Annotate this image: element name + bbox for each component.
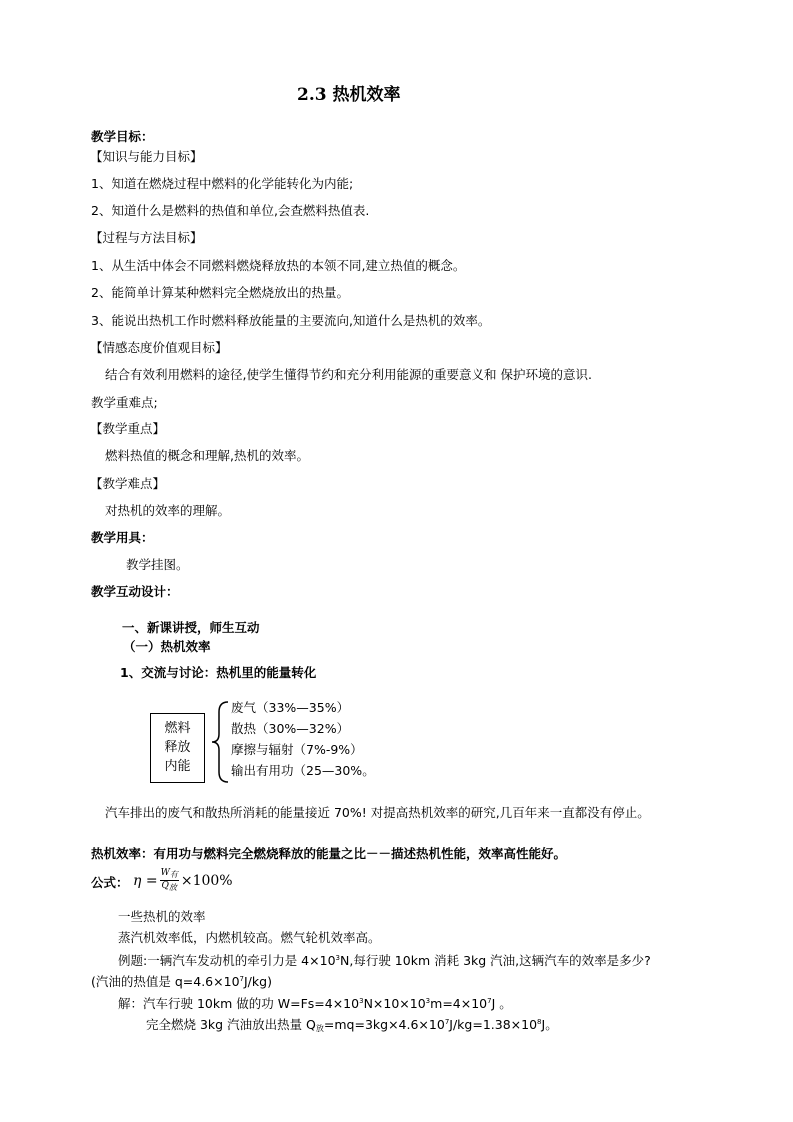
example-question: 例题:一辆汽车发动机的牵引力是 $4\times 10^3N$,每行驶 10km 消耗 3kg 汽油,这辆汽车的效率是多少?: [118, 953, 651, 968]
brace-icon: [209, 700, 231, 784]
subsection-heading: （一）热机效率: [123, 639, 211, 654]
design-heading: 教学互动设计：: [91, 584, 179, 599]
branch-useful-work: 输出有用功（25—30%。: [231, 763, 375, 778]
process-heading: 【过程与方法目标】: [90, 230, 203, 245]
efficiency-comparison: 蒸汽机效率低，内燃机较高。燃气轮机效率高。: [118, 930, 381, 945]
formula-tail: ×100%: [180, 872, 233, 889]
numerator-subscript: 有: [169, 870, 178, 879]
formula-fraction: [160, 868, 179, 893]
process-item-2: 2、能简单计算某种燃料完全燃烧放出的热量。: [91, 285, 349, 300]
heat-value-note: (汽油的热值是 $q=4.6\times 10^7J/kg$): [91, 974, 272, 989]
difficulty-text: 对热机的效率的理解。: [105, 503, 231, 518]
fuel-energy-box: [150, 713, 205, 783]
box-line-1: 燃料: [164, 721, 191, 736]
denominator: Q: [161, 881, 169, 891]
efficiency-formula: [133, 868, 233, 893]
branch-friction: 摩擦与辐射（7%-9%）: [231, 742, 363, 757]
solution-heat: 完全燃烧 3kg 汽油放出热量 $Q_放=mq=3kg\times 4.6\times 10^7J/kg=1.38\times 10^8J$。: [146, 1017, 558, 1033]
tools-text: 教学挂图。: [126, 557, 189, 572]
knowledge-item-2: 2、知道什么是燃料的热值和单位,会查燃料热值表.: [91, 203, 370, 218]
formula-label: 公式：: [91, 875, 129, 890]
box-line-2: 释放: [164, 740, 191, 755]
energy-loss-text: 汽车排出的废气和散热所消耗的能量接近 70%! 对提高热机效率的研究,几百年来一直都没有停止。: [105, 805, 650, 820]
tools-heading: 教学用具：: [91, 530, 154, 545]
difficulties-heading: 教学重难点;: [91, 395, 158, 410]
solution-work: 解：汽车行驶 10km 做的功 $W=Fs=4\times 10^3N\times 10\times 10^3m=4\times 10^7J$ 。: [118, 996, 512, 1011]
formula-eta: η =: [133, 872, 158, 889]
key-point-heading: 【教学重点】: [90, 421, 166, 436]
numerator: W: [160, 868, 170, 878]
branch-heat: 散热（30%—32%）: [231, 721, 350, 736]
emotion-heading: 【情感态度价值观目标】: [90, 340, 228, 355]
page-title: 2.3 热机效率: [297, 85, 401, 105]
discussion-heading: 1、交流与讨论：热机里的能量转化: [120, 665, 317, 680]
box-line-3: 内能: [164, 759, 191, 774]
emotion-text: 结合有效利用燃料的途径,使学生懂得节约和充分利用能源的重要意义和 保护环境的意识.: [105, 367, 592, 382]
section-heading: 一、新课讲授，师生互动: [122, 620, 260, 635]
knowledge-heading: 【知识与能力目标】: [90, 149, 203, 164]
branch-exhaust: 废气（33%—35%）: [231, 700, 350, 715]
denominator-subscript: 放: [168, 883, 177, 892]
process-item-3: 3、能说出热机工作时燃料释放能量的主要流向,知道什么是热机的效率。: [91, 313, 491, 328]
key-point-text: 燃料热值的概念和理解,热机的效率。: [105, 448, 309, 463]
knowledge-item-1: 1、知道在燃烧过程中燃料的化学能转化为内能;: [91, 176, 354, 191]
examples-heading: 一些热机的效率: [118, 909, 206, 924]
efficiency-definition: 热机效率：有用功与燃料完全燃烧释放的能量之比－－描述热机性能，效率高性能好。: [91, 846, 567, 861]
objectives-heading: 教学目标：: [91, 129, 154, 144]
process-item-1: 1、从生活中体会不同燃料燃烧释放热的本领不同,建立热值的概念。: [91, 258, 466, 273]
difficulty-heading: 【教学难点】: [90, 476, 166, 491]
